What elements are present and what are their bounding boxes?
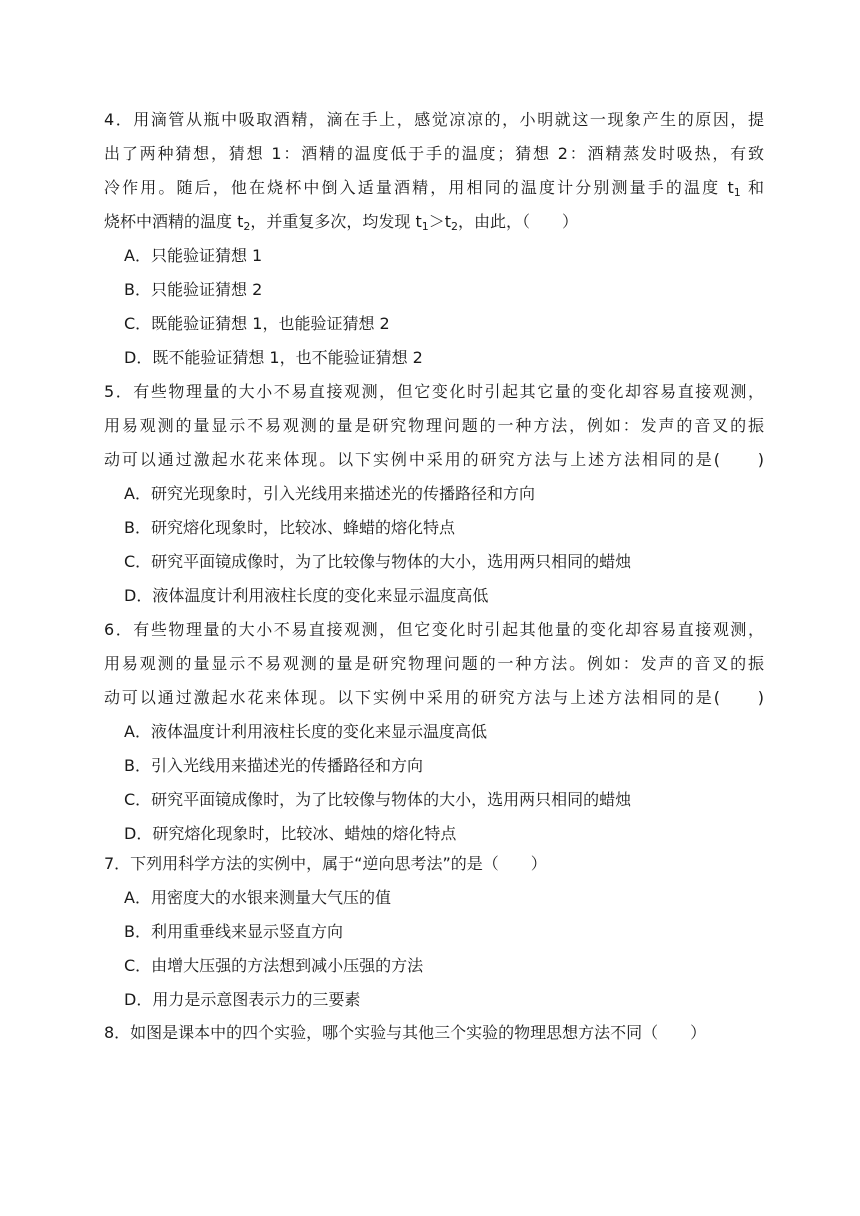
option-d: D．液体温度计利用液柱长度的变化来显示温度高低 [124, 586, 489, 605]
option-a: A．用密度大的水银来测量大气压的值 [124, 888, 391, 907]
question-6-line-3: 动可以通过激起水花来体现。以下实例中采用的研究方法与上述方法相同的是( ) [104, 688, 764, 707]
question-4-line-3-text: 冷作用。随后，他在烧杯中倒入适量酒精，用相同的温度计分别测量手的温度 t [104, 178, 734, 197]
question-5-line-1: 5．有些物理量的大小不易直接观测，但它变化时引起其它量的变化却容易直接观测， [104, 382, 764, 401]
option-b: B．研究熔化现象时，比较冰、蜂蜡的熔化特点 [124, 518, 455, 537]
question-8-line-1: 8．如图是课本中的四个实验，哪个实验与其他三个实验的物理思想方法不同（ ） [104, 1023, 707, 1042]
option-b: B．只能验证猜想 2 [124, 280, 263, 299]
subscript: 1 [421, 220, 429, 233]
subscript: 1 [733, 186, 741, 199]
question-6-line-1: 6．有些物理量的大小不易直接观测，但它变化时引起其他量的变化却容易直接观测， [104, 620, 764, 639]
option-a: A．液体温度计利用液柱长度的变化来显示温度高低 [124, 722, 487, 741]
subscript: 2 [243, 220, 251, 233]
question-4-line-2: 出了两种猜想，猜想 1：酒精的温度低于手的温度；猜想 2：酒精蒸发时吸热，有致 [104, 144, 764, 163]
question-4-line-3 [104, 171, 764, 205]
option-c: C．由增大压强的方法想到减小压强的方法 [124, 956, 424, 975]
question-5-options [124, 477, 764, 613]
option-a: A．只能验证猜想 1 [124, 246, 263, 265]
option-c: C．既能验证猜想 1，也能验证猜想 2 [124, 314, 390, 333]
option-d: D．用力是示意图表示力的三要素 [124, 990, 361, 1009]
question-4-line-4 [104, 205, 764, 239]
question-5-line-2: 用易观测的量显示不易观测的量是研究物理问题的一种方法，例如：发声的音叉的振 [104, 416, 764, 435]
subscript: 2 [451, 220, 459, 233]
question-6-options [124, 715, 764, 851]
question-4-options [124, 239, 764, 375]
question-4-line-1: 4．用滴管从瓶中吸取酒精，滴在手上，感觉凉凉的，小明就这一现象产生的原因，提 [104, 110, 764, 129]
question-4-line-3-end: 和 [740, 178, 764, 197]
question-7 [104, 847, 764, 1017]
question-8 [104, 1016, 764, 1050]
option-b: B．利用重垂线来显示竖直方向 [124, 922, 343, 941]
question-6-line-2: 用易观测的量显示不易观测的量是研究物理问题的一种方法。例如：发声的音叉的振 [104, 654, 764, 673]
question-7-options [124, 881, 764, 1017]
option-a: A．研究光现象时，引入光线用来描述光的传播路径和方向 [124, 484, 535, 503]
question-5-line-3: 动可以通过激起水花来体现。以下实例中采用的研究方法与上述方法相同的是( ) [104, 450, 764, 469]
option-d: D．研究熔化现象时，比较冰、蜡烛的熔化特点 [124, 824, 457, 843]
question-5 [104, 375, 764, 613]
question-4-line-4-a: 烧杯中酒精的温度 t [104, 212, 244, 231]
question-4-line-4-b: ，并重复多次，均发现 t [250, 212, 422, 231]
question-7-line-1: 7．下列用科学方法的实例中，属于“逆向思考法”的是（ ） [104, 854, 547, 873]
option-d: D．既不能验证猜想 1，也不能验证猜想 2 [124, 348, 423, 367]
question-4-line-4-d: ，由此，（ ） [458, 212, 579, 231]
question-6 [104, 613, 764, 851]
question-4-line-4-c: ＞t [428, 212, 452, 231]
option-c: C．研究平面镜成像时，为了比较像与物体的大小，选用两只相同的蜡烛 [124, 552, 632, 571]
option-b: B．引入光线用来描述光的传播路径和方向 [124, 756, 423, 775]
option-c: C．研究平面镜成像时，为了比较像与物体的大小，选用两只相同的蜡烛 [124, 790, 632, 809]
question-4 [104, 103, 764, 375]
